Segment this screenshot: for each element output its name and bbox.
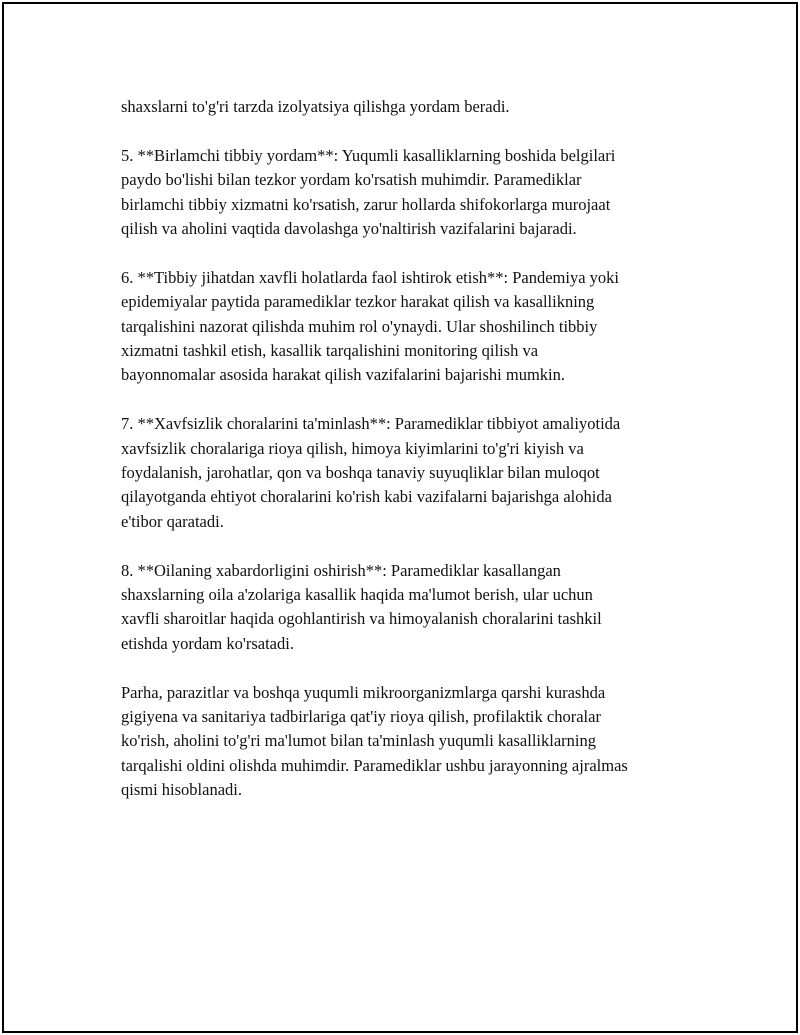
- text-line: shaxslarni to'g'ri tarzda izolyatsiya qilishga yordam beradi.: [121, 97, 510, 116]
- text-line: 7. **Xavfsizlik choralarini ta'minlash**: Paramediklar tibbiyot amaliyotida: [121, 414, 621, 434]
- paragraph-continuation: [121, 95, 701, 119]
- text-line: epidemiyalar paytida paramediklar tezkor harakat qilish va kasallikning: [121, 292, 595, 312]
- text-line: bayonnomalar asosida harakat qilish vazifalarini bajarishi mumkin.: [121, 365, 565, 385]
- text-line: qismi hisoblanadi.: [121, 780, 242, 800]
- text-line: 6. **Tibbiy jihatdan xavfli holatlarda faol ishtirok etish**: Pandemiya yoki: [121, 267, 619, 287]
- text-line: birlamchi tibbiy xizmatni ko'rsatish, zarur hollarda shifokorlarga murojaat: [121, 194, 611, 214]
- document-page: [2, 2, 798, 1033]
- text-line: 5. **Birlamchi tibbiy yordam**: Yuqumli kasalliklarning boshida belgilari: [121, 145, 616, 165]
- text-line: paydo bo'lishi bilan tezkor yordam ko'rsatish muhimdir. Paramediklar: [121, 170, 582, 190]
- text-line: gigiyena va sanitariya tadbirlariga qat'iy rioya qilish, profilaktik choralar: [121, 707, 601, 727]
- text-line: 8. **Oilaning xabardorligini oshirish**: Paramediklar kasallangan: [121, 560, 561, 580]
- document-body: [121, 95, 701, 827]
- text-line: e'tibor qaratadi.: [121, 511, 224, 531]
- text-line: etishda yordam ko'rsatadi.: [121, 633, 294, 653]
- text-line: xavfli sharoitlar haqida ogohlantirish va himoyalanish choralarini tashkil: [121, 609, 602, 629]
- text-line: tarqalishini nazorat qilishda muhim rol o'ynaydi. Ular shoshilinch tibbiy: [121, 316, 598, 336]
- paragraph-item-6: [121, 266, 701, 388]
- paragraph-conclusion: [121, 681, 701, 803]
- text-line: qilish va aholini vaqtida davolashga yo'naltirish vazifalarini bajaradi.: [121, 219, 577, 239]
- paragraph-item-8: [121, 559, 701, 657]
- text-line: Parha, parazitlar va boshqa yuqumli mikroorganizmlarga qarshi kurashda: [121, 682, 606, 702]
- paragraph-item-7: [121, 412, 701, 534]
- text-line: shaxslarning oila a'zolariga kasallik haqida ma'lumot berish, ular uchun: [121, 585, 593, 605]
- text-line: qilayotganda ehtiyot choralarini ko'rish kabi vazifalarni bajarishga alohida: [121, 487, 612, 507]
- text-line: xizmatni tashkil etish, kasallik tarqalishini monitoring qilish va: [121, 341, 539, 361]
- text-line: xavfsizlik choralariga rioya qilish, himoya kiyimlarini to'g'ri kiyish va: [121, 438, 584, 458]
- paragraph-item-5: [121, 144, 701, 242]
- text-line: foydalanish, jarohatlar, qon va boshqa tanaviy suyuqliklar bilan muloqot: [121, 463, 600, 483]
- text-line: ko'rish, aholini to'g'ri ma'lumot bilan ta'minlash yuqumli kasalliklarning: [121, 731, 596, 751]
- text-line: tarqalishi oldini olishda muhimdir. Paramediklar ushbu jarayonning ajralmas: [121, 755, 628, 775]
